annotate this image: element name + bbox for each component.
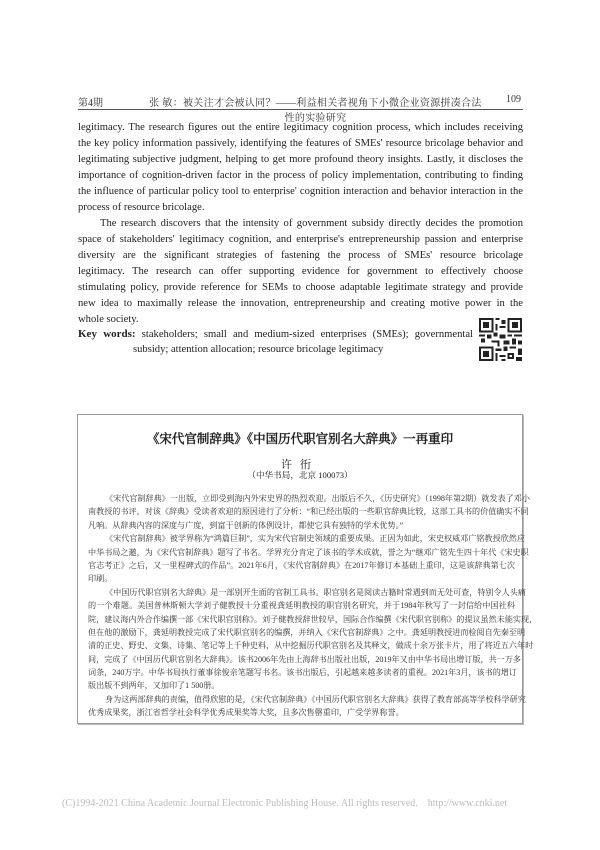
footer-url[interactable]: http://www.cnki.net	[427, 798, 508, 809]
text-line: the key policy information passively, identifying the features of SMEs' resource bricolage behavior and	[78, 138, 523, 149]
text-line: 中华书局之邀，为《宋代官制辞典》题写了书名。学界充分肯定了该书的学术成就，誉之为“继邓广铭先生四十年代《宋史职	[88, 547, 529, 557]
text-line: 优秀成果奖，浙江省哲学社会科学优秀成果奖等大奖，且多次售罄重印，广受学界称誉。	[88, 708, 404, 718]
text-line: legitimacy. The research figures out the entire legitimacy cognition process, which includes receiving	[78, 122, 523, 133]
text-line: legitimacy. The research can offer supporting evidence for government to effectively choose	[78, 266, 523, 277]
issue-number: 第4期	[78, 98, 103, 109]
page-number: 109	[506, 94, 521, 105]
text-line: 官志考正》之后，又一里程碑式的作品”。2021年6月，《宋代官制辞典》在2017年修订本基础上重印，这是该辞典第七次	[88, 560, 515, 570]
running-title: 张 敏：被关注才会被认同？——利益相关者视角下小微企业资源拼凑合法性的实验研究	[149, 98, 482, 124]
running-header	[78, 92, 523, 124]
text-line: 南教授的书评，对该《辞典》受读者欢迎的原因进行了分析：“和已经出版的一些职官辞典比较，这部工具书的价值确实不同	[88, 507, 529, 517]
notice-paragraph-2	[88, 532, 529, 586]
text-line: 《宋代官制辞典》一出版，立即受到海内外宋史界的热烈欢迎。出版后不久，《历史研究》（1998年第2期）就发表了邓小	[105, 494, 530, 503]
notice-paragraph-4	[88, 693, 526, 720]
keywords-line-1: stakeholders; small and medium-sized enterprises (SMEs); governmental	[141, 329, 473, 340]
notice-author: 许衎	[281, 459, 319, 471]
notice-paragraph-3	[88, 586, 538, 693]
text-line: 印刷。	[88, 574, 113, 584]
text-line: 间，完成了《中国历代职官别名大辞典》。该书2006年先由上海辞书出版社出版，2019年又由中华书局出增订版，共一万多	[88, 654, 522, 664]
copyright-text: (C)1994-2021 China Academic Journal Electronic Publishing House. All rights reserved.	[62, 798, 418, 809]
text-line: 院，建议海内外合作编撰一部《宋代职官别称》。刘子健教授辞世较早，国际合作编撰《宋代职官别称》的提议虽然未能实现，	[88, 614, 538, 624]
text-line: stimulating policy, provide reference for SEMs to choose adaptable legitimate strategy and provide	[78, 282, 523, 293]
text-line: 的一个难题。美国普林斯顿大学刘子健教授十分重视龚延明教授的职官别名研究，并于1984年秋写了一封信给中国社科	[88, 601, 515, 611]
notice-affiliation: （中华书局，北京 100073）	[247, 470, 353, 480]
text-line: the influence of particular policy tool to enterprise' cognition interaction and behavior interaction in the	[78, 186, 523, 197]
notice-box	[77, 414, 538, 724]
text-line: process of resource bricolage.	[78, 202, 205, 213]
text-line: 凡响。从辞典内容的深度与广度，到富于创新的体例设计，都使它具有独特的学术优势。”	[88, 520, 404, 530]
qr-code-icon[interactable]	[478, 318, 523, 361]
text-line: legitimating subjective judgment, helping to get more profound theory insights. Lastly, it discloses the	[78, 154, 523, 165]
notice-title: 《宋代官制辞典》《中国历代职官别名大辞典》一再重印	[146, 432, 454, 446]
keywords-label: Key words:	[78, 328, 136, 340]
abstract-paragraph-1	[78, 120, 523, 216]
text-line: new idea to maximally release the innovation, entrepreneurship and creating motive power in the	[78, 298, 523, 309]
keywords	[78, 326, 473, 358]
text-line: 身为这两部辞典的责编，值得欣慰的是，《宋代官制辞典》《中国历代职官别名大辞典》获得了教育部高等学校科学研究	[105, 694, 526, 704]
text-line: The research discovers that the intensity of government subsidy directly decides the promotion	[100, 218, 523, 229]
text-line: 清的正史、野史、文集、诗集、笔记等上千种史料，从中挖掘历代职官别名及其释文，做成十余万张卡片，用了将近五六年时	[88, 641, 534, 651]
abstract-paragraph-2	[78, 216, 523, 328]
text-line: 《中国历代职官别名大辞典》是一部别开生面的官制工具书。职官别名是阅读古籍时常遇到而无处可查，特别令人头痛	[105, 587, 526, 597]
abstract-body	[78, 120, 523, 328]
text-line: whole society.	[78, 314, 139, 325]
text-line: 但在他的激励下，龚延明教授完成了宋代职官别名的编撰，并纳入《宋代官制辞典》之中。龚延明教授进而检阅自先秦至明	[88, 627, 526, 637]
text-line: importance of cognition-driven factor in the process of policy implementation, contributing to finding	[78, 170, 523, 181]
text-line: diversity are the significant strategies of fastening the process of SMEs' resource bricolage	[78, 250, 523, 261]
notice-body	[88, 492, 538, 720]
text-line: space of stakeholders' legitimacy cognition, and enterprise's entrepreneurship passion and enterprise	[78, 234, 523, 245]
text-line: 版出版不到两年，又加印了1 500册。	[88, 681, 220, 691]
notice-paragraph-1	[88, 492, 530, 532]
keywords-line-2: subsidy; attention allocation; resource bricolage legitimacy	[133, 344, 384, 355]
text-line: 《宋代官制辞典》被学界称为“鸿篇巨制”，实为宋代官制史领域的重要成果。正因为如此，宋史权威邓广铭教授欣然应	[105, 534, 525, 544]
text-line: 词条，240万字。中华书局执行董事徐俊亲笔题写书名。该书出版后，引起越来越多读者的重视。2021年3月，该书的增订	[88, 668, 517, 678]
copyright-footer	[62, 798, 532, 809]
